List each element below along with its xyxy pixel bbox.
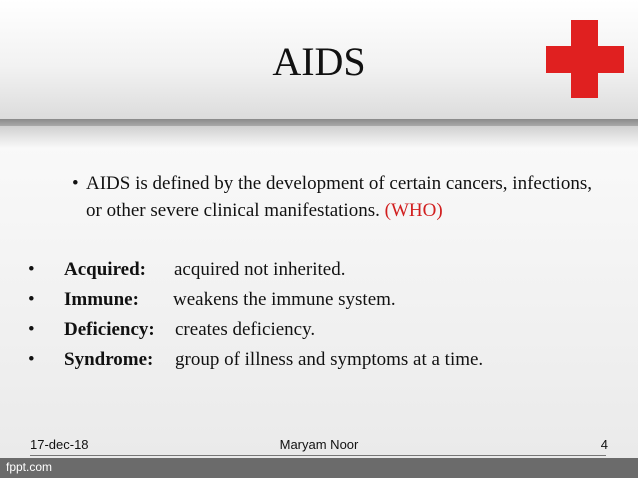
watermark-text: fppt.com [6, 460, 53, 474]
bullet-icon: • [28, 289, 35, 310]
definition-text: AIDS is defined by the development of certain cancers, infections, or other severe clinical manifestations. [86, 173, 592, 221]
bullet-icon: • [28, 259, 35, 280]
red-cross-icon [546, 20, 624, 98]
term-label: Acquired: [64, 259, 146, 280]
title-divider [0, 119, 638, 126]
definition-text-block [62, 170, 602, 224]
bullet-icon: • [28, 319, 35, 340]
term-label: Syndrome: [64, 349, 154, 370]
slide-footer [0, 437, 638, 457]
definition-source: (WHO) [384, 200, 443, 221]
list-item [24, 315, 624, 345]
definition-bullet [62, 170, 602, 224]
footer-page-number: 4 [600, 437, 608, 452]
footer-divider [30, 455, 606, 456]
term-description: group of illness and symptoms at a time. [175, 349, 484, 370]
term-label: Immune: [64, 289, 139, 310]
footer-author: Maryam Noor [279, 437, 359, 452]
term-label: Deficiency: [64, 319, 155, 340]
acronym-list [24, 255, 624, 375]
term-description: creates deficiency. [175, 319, 316, 340]
list-item [24, 345, 624, 375]
bullet-icon: • [72, 173, 79, 194]
bullet-icon: • [28, 349, 35, 370]
footer-date: 17-dec-18 [30, 437, 89, 452]
term-description: weakens the immune system. [173, 289, 396, 310]
list-item [24, 285, 624, 315]
watermark-bar [0, 458, 638, 478]
slide-title: AIDS [272, 39, 366, 84]
title-divider-shadow [0, 126, 638, 148]
red-cross-horizontal [546, 46, 624, 73]
term-description: acquired not inherited. [174, 259, 346, 280]
list-item [24, 255, 624, 285]
